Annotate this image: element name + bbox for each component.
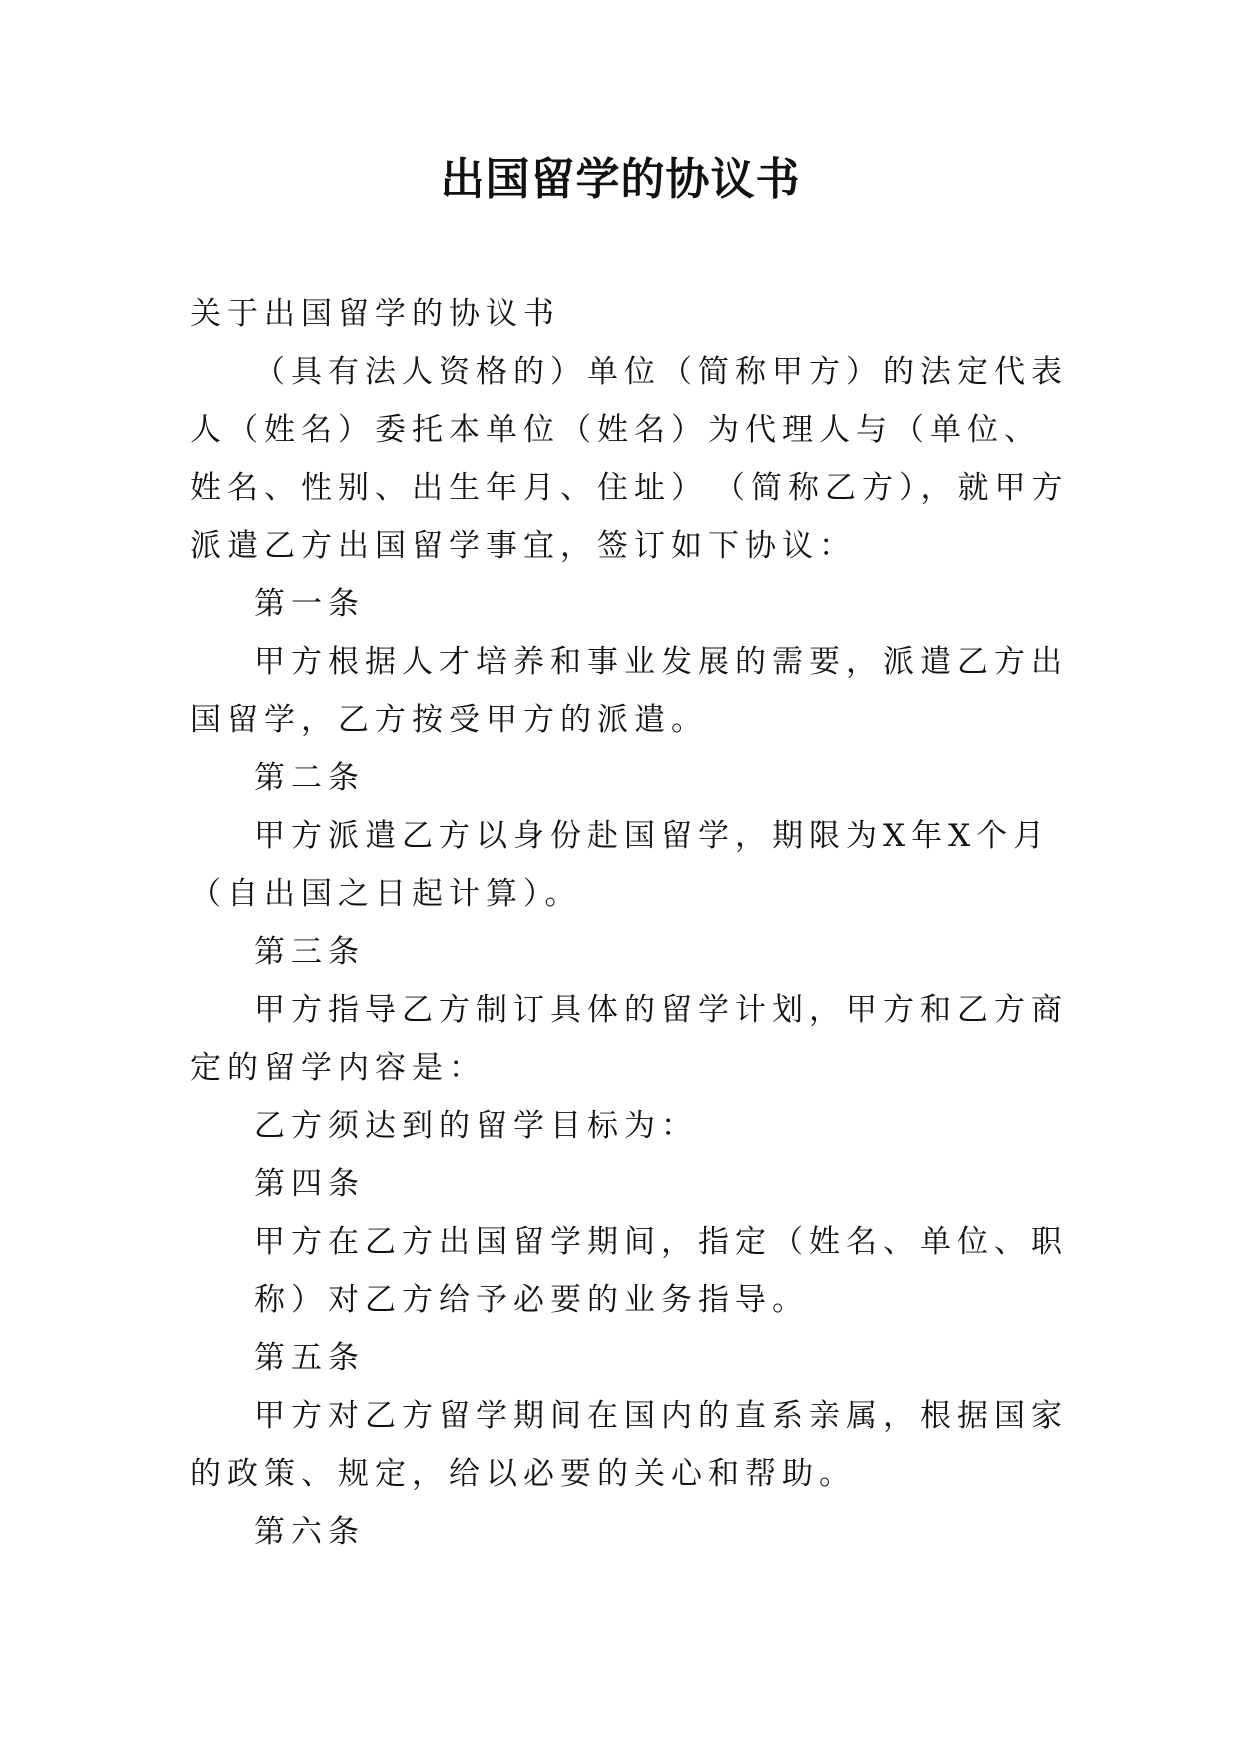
- article-4-text: 甲方在乙方出国留学期间，指定（姓名、单位、职称）对乙方给予必要的业务指导。: [254, 1224, 1068, 1318]
- article-1-heading: 第一条: [254, 586, 365, 622]
- article-2-text: 甲方派遣乙方以身份赴国留学，期限为X年X个月（自出国之日起计算）。: [190, 818, 1051, 912]
- article-3-text: 甲方指导乙方制订具体的留学计划，甲方和乙方商定的留学内容是：: [190, 992, 1068, 1086]
- article-4-heading: 第四条: [254, 1166, 365, 1202]
- article-5-heading: 第五条: [254, 1340, 365, 1376]
- article-5-text: 甲方对乙方留学期间在国内的直系亲属，根据国家的政策、规定，给以必要的关心和帮助。: [190, 1398, 1068, 1492]
- document-title: 出国留学的协议书: [440, 154, 801, 205]
- article-3-goal: 乙方须达到的留学目标为：: [254, 1108, 698, 1144]
- article-6-heading: 第六条: [254, 1514, 365, 1550]
- article-2-heading: 第二条: [254, 760, 365, 796]
- article-3-heading: 第三条: [254, 934, 365, 970]
- preamble-paragraph: （具有法人资格的）单位（简称甲方）的法定代表人（姓名）委托本单位（姓名）为代理人与（单位、姓名、性别、出生年月、住址） （简称乙方），就甲方派遣乙方出国留学事宜，签订如下协议：: [190, 354, 1069, 564]
- article-1-text: 甲方根据人才培养和事业发展的需要，派遣乙方出国留学，乙方按受甲方的派遣。: [190, 644, 1068, 738]
- document-body: [190, 285, 1070, 1561]
- document-subtitle: 关于出国留学的协议书: [190, 296, 560, 332]
